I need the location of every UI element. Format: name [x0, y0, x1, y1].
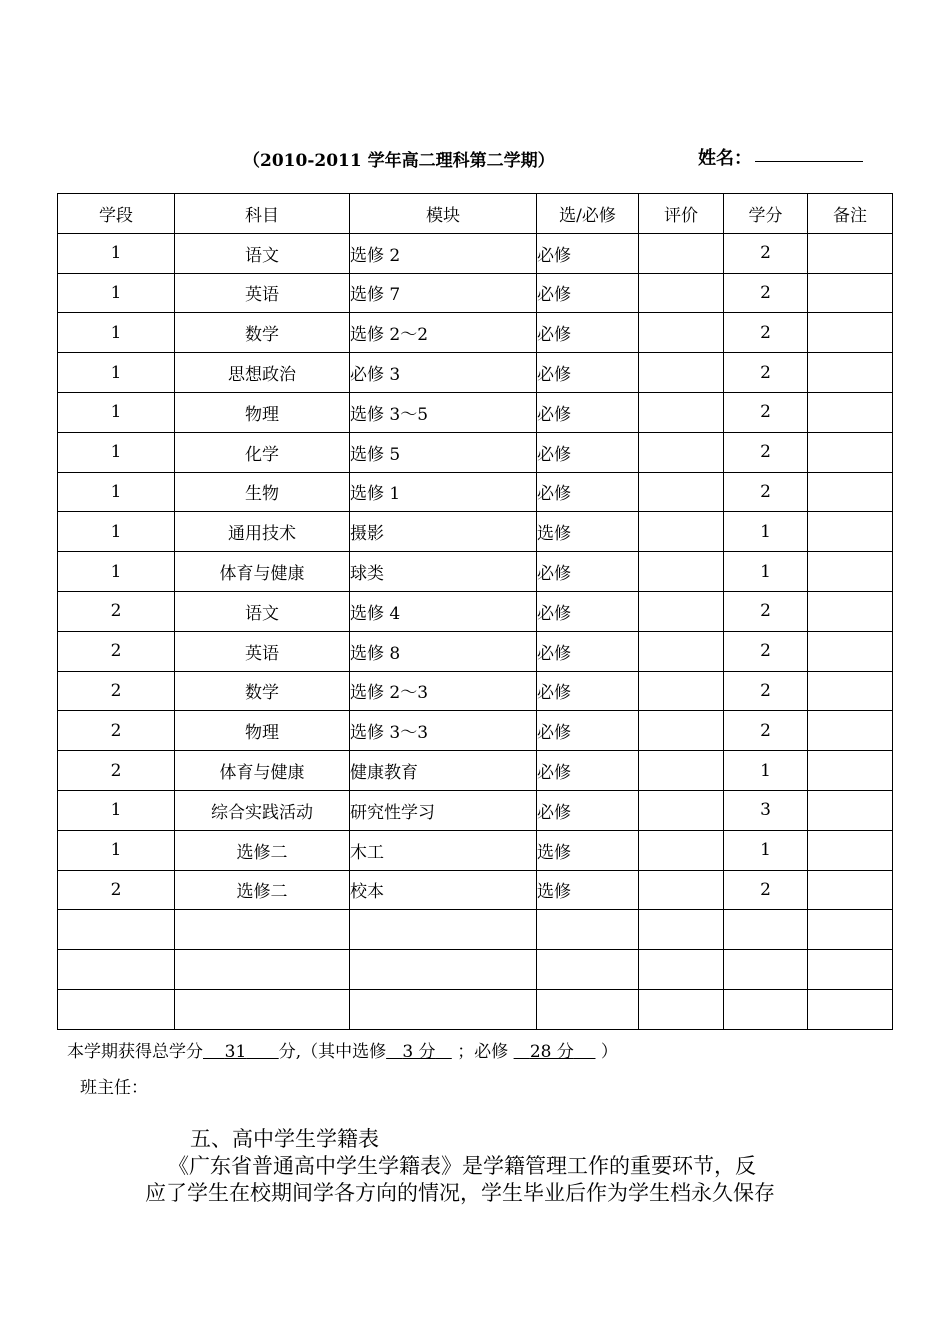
cell-subject: 选修二	[175, 870, 350, 910]
cell-module: 选修 2	[350, 233, 537, 273]
cell-credit: 2	[724, 313, 808, 353]
cell-subject: 通用技术	[175, 512, 350, 552]
cell-note	[808, 353, 893, 393]
cell-eval	[639, 432, 724, 472]
table-row	[58, 353, 893, 393]
cell-note	[808, 631, 893, 671]
section-paragraph-line-2: 应了学生在校期间学各方向的情况，学生毕业后作为学生档永久保存	[145, 1181, 775, 1205]
cell-module: 选修 2～3	[350, 671, 537, 711]
cell-note	[808, 313, 893, 353]
cell-eval	[639, 273, 724, 313]
cell-type: 必修	[537, 353, 639, 393]
cell-module: 选修 4	[350, 591, 537, 631]
table-row	[58, 472, 893, 512]
cell-type: 必修	[537, 591, 639, 631]
table-row	[58, 313, 893, 353]
table-row	[58, 273, 893, 313]
table-row	[58, 233, 893, 273]
cell-note	[808, 273, 893, 313]
cell-note	[808, 472, 893, 512]
table-row	[58, 830, 893, 870]
cell-stage	[58, 910, 175, 950]
cell-eval	[639, 552, 724, 592]
cell-subject: 体育与健康	[175, 751, 350, 791]
cell-eval	[639, 313, 724, 353]
cell-stage: 2	[58, 711, 175, 751]
cell-stage	[58, 950, 175, 990]
cell-subject: 英语	[175, 273, 350, 313]
cell-eval	[639, 233, 724, 273]
cell-note	[808, 830, 893, 870]
cell-credit: 3	[724, 790, 808, 830]
cell-credit: 2	[724, 591, 808, 631]
cell-credit: 2	[724, 353, 808, 393]
cell-eval	[639, 830, 724, 870]
cell-type: 必修	[537, 711, 639, 751]
summary-elective-credits: 3 分	[402, 1042, 436, 1062]
cell-subject: 数学	[175, 671, 350, 711]
cell-note	[808, 910, 893, 950]
cell-stage: 1	[58, 233, 175, 273]
cell-eval	[639, 989, 724, 1029]
table-row	[58, 512, 893, 552]
cell-module: 校本	[350, 870, 537, 910]
cell-stage: 1	[58, 512, 175, 552]
cell-eval	[639, 790, 724, 830]
cell-module: 木工	[350, 830, 537, 870]
cell-type: 必修	[537, 392, 639, 432]
cell-credit	[724, 950, 808, 990]
cell-subject	[175, 950, 350, 990]
table-row	[58, 870, 893, 910]
cell-subject: 语文	[175, 591, 350, 631]
summary-required-credits: 28 分	[529, 1042, 574, 1062]
cell-module: 研究性学习	[350, 790, 537, 830]
cell-stage: 1	[58, 273, 175, 313]
cell-credit	[724, 910, 808, 950]
cell-eval	[639, 472, 724, 512]
cell-type: 必修	[537, 472, 639, 512]
cell-note	[808, 989, 893, 1029]
summary-total-credits: 31	[224, 1042, 247, 1062]
cell-module: 选修 7	[350, 273, 537, 313]
cell-subject: 英语	[175, 631, 350, 671]
column-header-subject: 科目	[175, 194, 350, 234]
cell-module: 选修 3～3	[350, 711, 537, 751]
page-title: （2010-2011 学年高二理科第二学期）	[243, 151, 555, 171]
table-row	[58, 711, 893, 751]
cell-credit: 2	[724, 631, 808, 671]
cell-type: 必修	[537, 313, 639, 353]
table-row	[58, 591, 893, 631]
cell-stage: 1	[58, 790, 175, 830]
table-row	[58, 989, 893, 1029]
cell-note	[808, 552, 893, 592]
cell-module: 选修 3～5	[350, 392, 537, 432]
cell-type	[537, 910, 639, 950]
table-row	[58, 790, 893, 830]
column-header-type: 选/必修	[537, 194, 639, 234]
cell-module: 选修 5	[350, 432, 537, 472]
column-header-credit: 学分	[724, 194, 808, 234]
cell-module	[350, 950, 537, 990]
cell-eval	[639, 353, 724, 393]
cell-module: 摄影	[350, 512, 537, 552]
cell-subject: 思想政治	[175, 353, 350, 393]
cell-subject: 语文	[175, 233, 350, 273]
cell-module: 选修 8	[350, 631, 537, 671]
column-header-module: 模块	[350, 194, 537, 234]
cell-type: 必修	[537, 233, 639, 273]
summary-prefix: 本学期获得总学分	[67, 1042, 203, 1062]
table-row	[58, 392, 893, 432]
column-header-stage: 学段	[58, 194, 175, 234]
table-row	[58, 751, 893, 791]
name-field-line	[755, 161, 863, 162]
table-header-row	[58, 194, 893, 234]
cell-stage: 1	[58, 353, 175, 393]
cell-note	[808, 790, 893, 830]
cell-eval	[639, 870, 724, 910]
table-row	[58, 950, 893, 990]
cell-module: 健康教育	[350, 751, 537, 791]
cell-credit: 1	[724, 751, 808, 791]
cell-note	[808, 751, 893, 791]
cell-stage: 1	[58, 313, 175, 353]
table-row	[58, 631, 893, 671]
cell-module	[350, 989, 537, 1029]
cell-note	[808, 671, 893, 711]
cell-type: 选修	[537, 830, 639, 870]
cell-note	[808, 512, 893, 552]
cell-stage: 1	[58, 830, 175, 870]
cell-module	[350, 910, 537, 950]
cell-eval	[639, 631, 724, 671]
cell-subject: 选修二	[175, 830, 350, 870]
cell-credit: 2	[724, 711, 808, 751]
name-label: 姓名：	[698, 148, 752, 169]
cell-credit: 2	[724, 432, 808, 472]
cell-credit: 1	[724, 830, 808, 870]
section-paragraph-line-1: 《广东省普通高中学生学籍表》是学籍管理工作的重要环节，反	[168, 1154, 756, 1178]
summary-sep: ；必修	[457, 1042, 509, 1062]
cell-eval	[639, 591, 724, 631]
column-header-eval: 评价	[639, 194, 724, 234]
cell-module: 选修 1	[350, 472, 537, 512]
cell-stage	[58, 989, 175, 1029]
cell-eval	[639, 512, 724, 552]
cell-credit: 2	[724, 273, 808, 313]
cell-subject: 生物	[175, 472, 350, 512]
cell-credit	[724, 989, 808, 1029]
cell-stage: 2	[58, 870, 175, 910]
cell-note	[808, 233, 893, 273]
table-row	[58, 671, 893, 711]
cell-credit: 2	[724, 392, 808, 432]
cell-eval	[639, 671, 724, 711]
section-heading: 五、高中学生学籍表	[190, 1127, 379, 1151]
cell-subject: 综合实践活动	[175, 790, 350, 830]
cell-credit: 2	[724, 870, 808, 910]
cell-stage: 2	[58, 751, 175, 791]
cell-subject	[175, 989, 350, 1029]
cell-eval	[639, 711, 724, 751]
cell-note	[808, 591, 893, 631]
cell-module: 选修 2～2	[350, 313, 537, 353]
cell-eval	[639, 751, 724, 791]
cell-stage: 1	[58, 432, 175, 472]
cell-note	[808, 392, 893, 432]
cell-note	[808, 950, 893, 990]
cell-subject: 物理	[175, 711, 350, 751]
credit-table	[57, 193, 893, 1030]
cell-subject: 体育与健康	[175, 552, 350, 592]
cell-credit: 1	[724, 552, 808, 592]
cell-note	[808, 870, 893, 910]
column-header-note: 备注	[808, 194, 893, 234]
cell-stage: 2	[58, 591, 175, 631]
cell-type: 必修	[537, 552, 639, 592]
cell-stage: 1	[58, 552, 175, 592]
cell-type: 必修	[537, 671, 639, 711]
cell-type	[537, 989, 639, 1029]
cell-type	[537, 950, 639, 990]
cell-type: 必修	[537, 631, 639, 671]
cell-stage: 2	[58, 631, 175, 671]
cell-module: 必修 3	[350, 353, 537, 393]
cell-subject: 化学	[175, 432, 350, 472]
cell-stage: 1	[58, 392, 175, 432]
cell-type: 选修	[537, 512, 639, 552]
cell-stage: 1	[58, 472, 175, 512]
cell-stage: 2	[58, 671, 175, 711]
cell-eval	[639, 950, 724, 990]
cell-type: 必修	[537, 432, 639, 472]
cell-credit: 1	[724, 512, 808, 552]
cell-module: 球类	[350, 552, 537, 592]
cell-credit: 2	[724, 233, 808, 273]
cell-type: 必修	[537, 790, 639, 830]
cell-type: 必修	[537, 751, 639, 791]
homeroom-teacher-label: 班主任：	[80, 1078, 148, 1098]
cell-subject: 数学	[175, 313, 350, 353]
summary-mid: 分,（其中选修	[278, 1042, 387, 1062]
cell-type: 必修	[537, 273, 639, 313]
cell-credit: 2	[724, 472, 808, 512]
summary-suffix: ）	[600, 1042, 618, 1062]
credit-summary	[67, 1037, 618, 1062]
cell-note	[808, 432, 893, 472]
cell-eval	[639, 392, 724, 432]
cell-subject: 物理	[175, 392, 350, 432]
cell-type: 选修	[537, 870, 639, 910]
table-row	[58, 552, 893, 592]
cell-eval	[639, 910, 724, 950]
table-row	[58, 432, 893, 472]
cell-note	[808, 711, 893, 751]
cell-subject	[175, 910, 350, 950]
cell-credit: 2	[724, 671, 808, 711]
table-row	[58, 910, 893, 950]
